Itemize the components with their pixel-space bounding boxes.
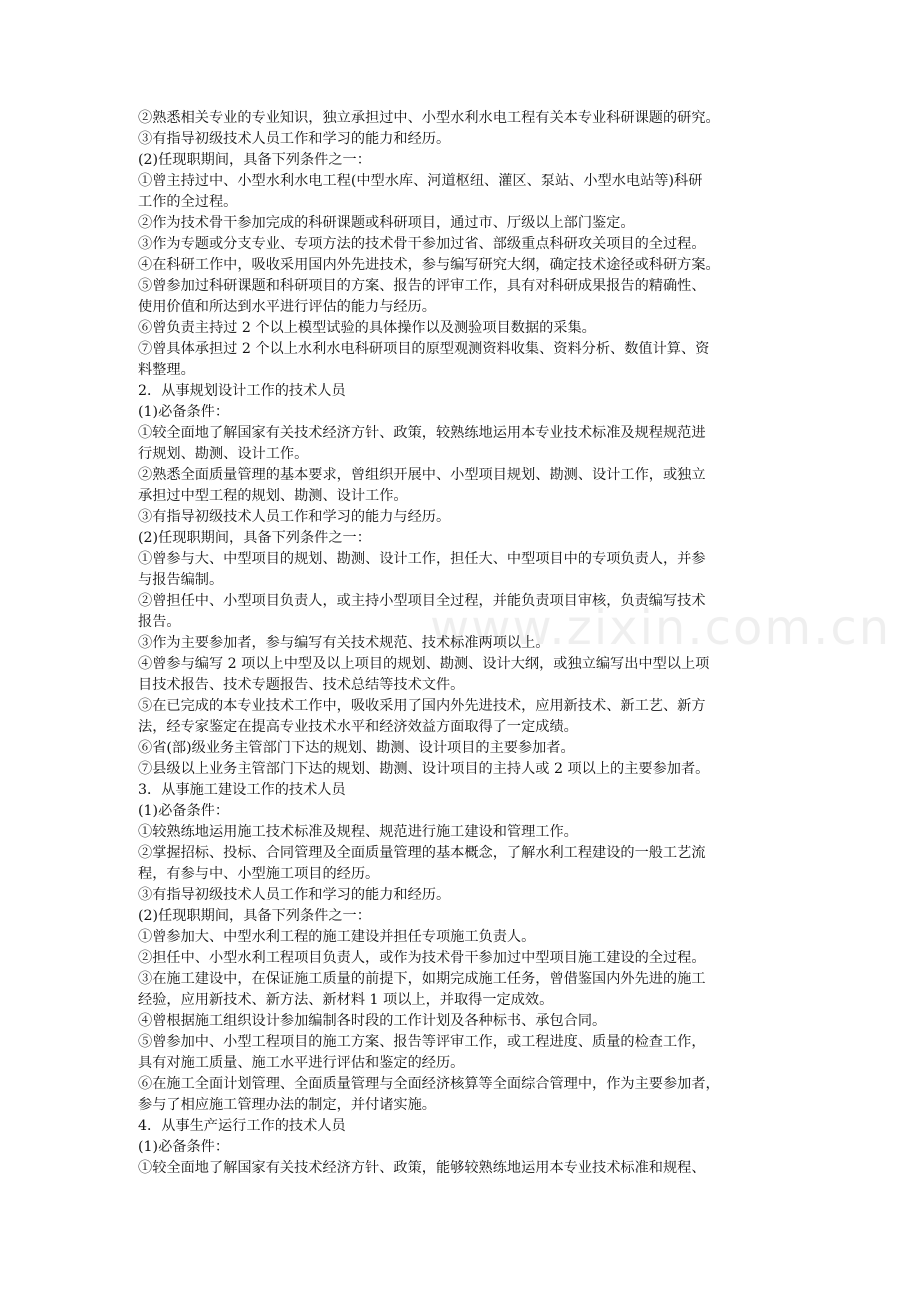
text-line: ⑥在施工全面计划管理、全面质量管理与全面经济核算等全面综合管理中，作为主要参加者， xyxy=(138,1076,720,1092)
text-line: 经验，应用新技术、新方法、新材料 1 项以上，并取得一定成效。 xyxy=(138,992,554,1008)
text-line: ③作为主要参加者，参与编写有关技术规范、技术标准两项以上。 xyxy=(138,635,550,651)
text-line: ③在施工建设中，在保证施工质量的前提下，如期完成施工任务，曾借鉴国内外先进的施工 xyxy=(138,971,706,987)
text-line: 3．从事施工建设工作的技术人员 xyxy=(138,782,346,798)
text-line: 料整理。 xyxy=(138,362,195,378)
text-line: 4．从事生产运行工作的技术人员 xyxy=(138,1118,346,1134)
text-line: ⑤在已完成的本专业技术工作中，吸收采用了国内外先进技术，应用新技术、新工艺、新方 xyxy=(138,698,706,714)
text-line: ①较全面地了解国家有关技术经济方针、政策，能够较熟练地运用本专业技术标准和规程、 xyxy=(138,1160,706,1176)
text-line: ④在科研工作中，吸收采用国内外先进技术，参与编写研究大纲，确定技术途径或科研方案。 xyxy=(138,257,720,273)
text-line: (2)任现职期间，具备下列条件之一： xyxy=(138,152,371,168)
text-line: 与报告编制。 xyxy=(138,572,224,588)
text-line: 承担过中型工程的规划、勘测、设计工作。 xyxy=(138,488,408,504)
text-line: ③有指导初级技术人员工作和学习的能力与经历。 xyxy=(138,509,451,525)
text-line: ①曾参加大、中型水利工程的施工建设并担任专项施工负责人。 xyxy=(138,929,536,945)
text-line: ②熟悉全面质量管理的基本要求，曾组织开展中、小型项目规划、勘测、设计工作，或独立 xyxy=(138,467,706,483)
text-line: (2)任现职期间，具备下列条件之一： xyxy=(138,908,371,924)
document-body xyxy=(138,108,786,1179)
text-line: 工作的全过程。 xyxy=(138,194,238,210)
text-line: 目技术报告、技术专题报告、技术总结等技术文件。 xyxy=(138,677,465,693)
text-line: 参与了相应施工管理办法的制定，并付诸实施。 xyxy=(138,1097,436,1113)
text-line: ②熟悉相关专业的专业知识，独立承担过中、小型水利水电工程有关本专业科研课题的研究。 xyxy=(138,110,720,126)
text-line: 报告。 xyxy=(138,614,181,630)
text-line: ②掌握招标、投标、合同管理及全面质量管理的基本概念，了解水利工程建设的一般工艺流 xyxy=(138,845,706,861)
text-line: (1)必备条件： xyxy=(138,404,230,420)
text-line: ②曾担任中、小型项目负责人，或主持小型项目全过程，并能负责项目审核，负责编写技术 xyxy=(138,593,706,609)
text-line: 使用价值和所达到水平进行评估的能力与经历。 xyxy=(138,299,436,315)
text-line: ⑤曾参加中、小型工程项目的施工方案、报告等评审工作，或工程进度、质量的检查工作， xyxy=(138,1034,706,1050)
text-line: ⑥省(部)级业务主管部门下达的规划、勘测、设计项目的主要参加者。 xyxy=(138,740,575,756)
text-line: ①较熟练地运用施工技术标准及规程、规范进行施工建设和管理工作。 xyxy=(138,824,578,840)
text-line: (1)必备条件： xyxy=(138,1139,230,1155)
text-line: ①较全面地了解国家有关技术经济方针、政策，较熟练地运用本专业技术标准及规程规范进 xyxy=(138,425,706,441)
text-line: ③作为专题或分支专业、专项方法的技术骨干参加过省、部级重点科研攻关项目的全过程。 xyxy=(138,236,706,252)
text-line: 程，有参与中、小型施工项目的经历。 xyxy=(138,866,380,882)
watermark: www.zixin.com.cn xyxy=(430,600,892,656)
text-line: ⑦县级以上业务主管部门下达的规划、勘测、设计项目的主持人或 2 项以上的主要参加者。 xyxy=(138,761,710,777)
text-line: 法，经专家鉴定在提高专业技术水平和经济效益方面取得了一定成绩。 xyxy=(138,719,578,735)
text-line: ⑥曾负责主持过 2 个以上模型试验的具体操作以及测验项目数据的采集。 xyxy=(138,320,596,336)
text-line: 2．从事规划设计工作的技术人员 xyxy=(138,383,346,399)
text-line: ②作为技术骨干参加完成的科研课题或科研项目，通过市、厅级以上部门鉴定。 xyxy=(138,215,635,231)
text-line: ④曾根据施工组织设计参加编制各时段的工作计划及各种标书、承包合同。 xyxy=(138,1013,607,1029)
text-line: (1)必备条件： xyxy=(138,803,230,819)
text-line: 行规划、勘测、设计工作。 xyxy=(138,446,309,462)
text-line: ①曾主持过中、小型水利水电工程(中型水库、河道枢纽、灌区、泵站、小型水电站等)科研 xyxy=(138,173,703,189)
text-line: 具有对施工质量、施工水平进行评估和鉴定的经历。 xyxy=(138,1055,465,1071)
text-line: ③有指导初级技术人员工作和学习的能力和经历。 xyxy=(138,887,451,903)
text-line: ⑦曾具体承担过 2 个以上水利水电科研项目的原型观测资料收集、资料分析、数值计算、资 xyxy=(138,341,710,357)
text-line: ④曾参与编写 2 项以上中型及以上项目的规划、勘测、设计大纲，或独立编写出中型以上项 xyxy=(138,656,710,672)
text-line: ①曾参与大、中型项目的规划、勘测、设计工作，担任大、中型项目中的专项负责人，并参 xyxy=(138,551,706,567)
text-line: ②担任中、小型水利工程项目负责人，或作为技术骨干参加过中型项目施工建设的全过程。 xyxy=(138,950,706,966)
text-line: (2)任现职期间，具备下列条件之一： xyxy=(138,530,371,546)
text-line: ③有指导初级技术人员工作和学习的能力和经历。 xyxy=(138,131,451,147)
text-line: ⑤曾参加过科研课题和科研项目的方案、报告的评审工作，具有对科研成果报告的精确性、 xyxy=(138,278,706,294)
